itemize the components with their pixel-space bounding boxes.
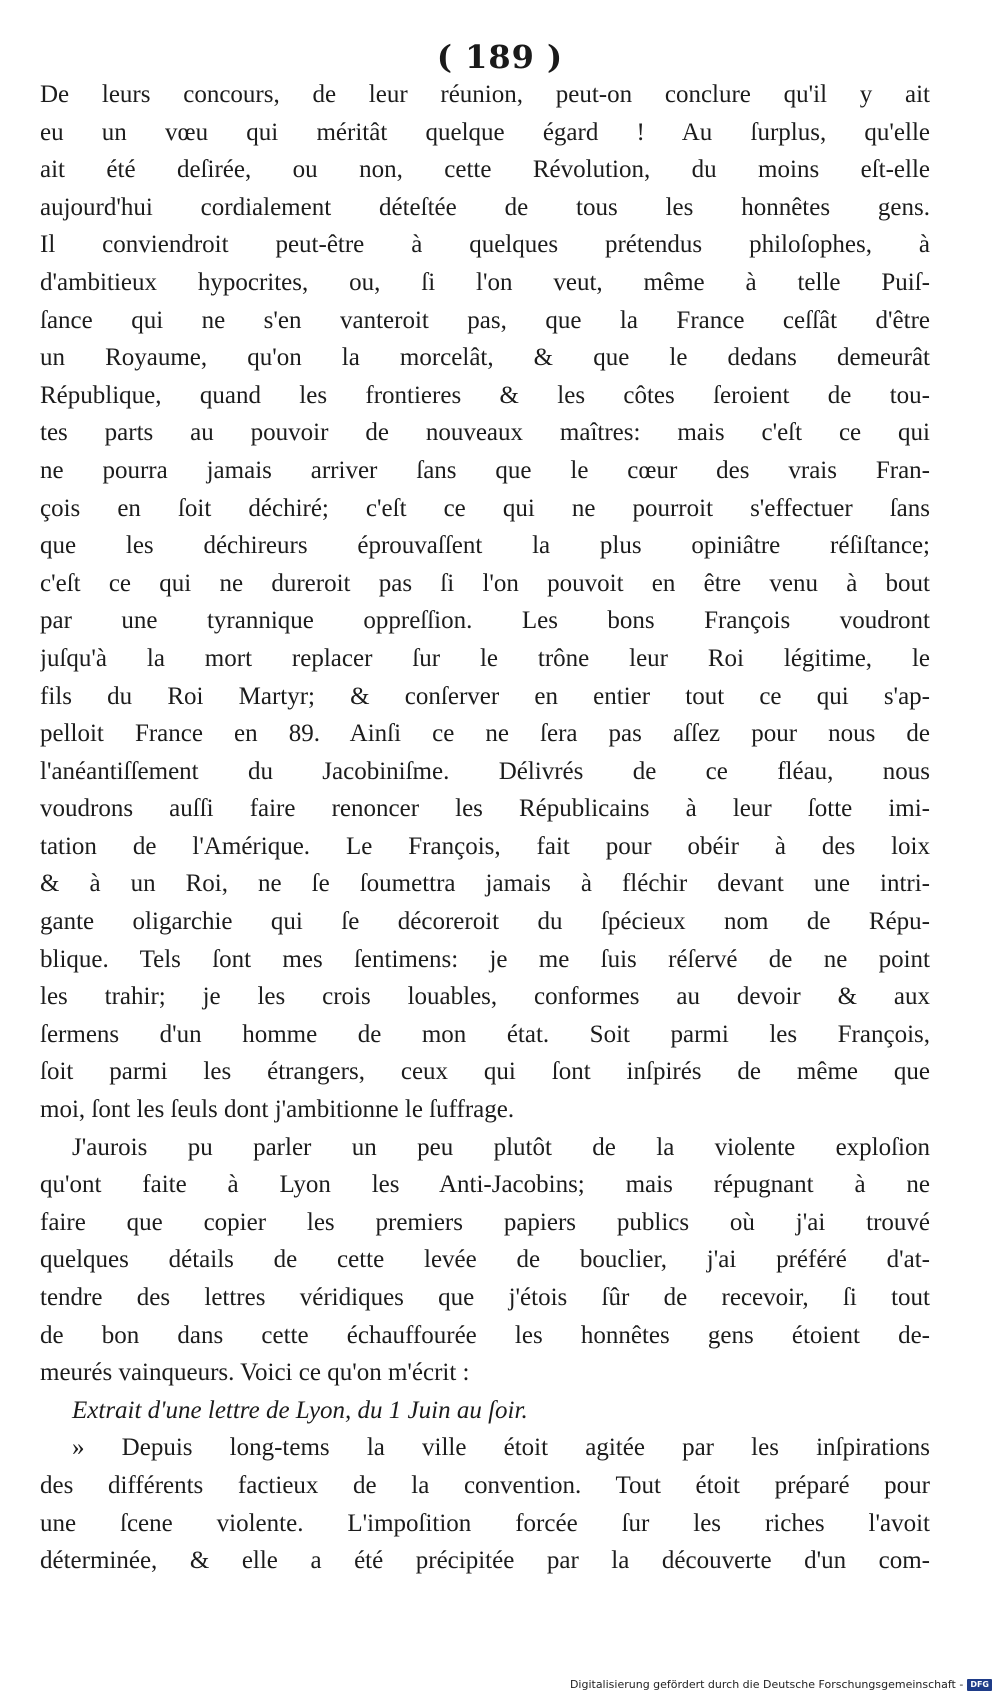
text-line: l'anéantiſſement du Jacobiniſme. Délivrés de ce fléau, nous	[40, 757, 930, 785]
text-line: que les déchireurs éprouvaſſent la plus opiniâtre réſiſtance;	[40, 532, 930, 560]
text-line: meurés vainqueurs. Voici ce qu'on m'écrit :	[40, 1359, 470, 1387]
text-line: pelloit France en 89. Ainſi ce ne ſera pas aſſez pour nous de	[40, 720, 930, 748]
text-line: tendre des lettres véridiques que j'étois ſûr de recevoir, ſi tout	[40, 1284, 930, 1311]
text-line: faire que copier les premiers papiers publics où j'ai trouvé	[40, 1208, 930, 1236]
text-line: eu un vœu qui méritât quelque égard ! Au ſurplus, qu'elle	[40, 118, 930, 146]
text-line: juſqu'à la mort replacer ſur le trône leur Roi légitime, le	[40, 644, 930, 672]
text-line: çois en ſoit déchiré; c'eſt ce qui ne pourroit s'effectuer ſans	[40, 494, 930, 522]
text-line: voudrons auſſi faire renoncer les Républicains à leur ſotte imi-	[40, 795, 930, 823]
text-line: tes parts au pouvoir de nouveaux maîtres: mais c'eſt ce qui	[40, 419, 930, 447]
text-line: ne pourra jamais arriver ſans que le cœur des vrais Fran-	[40, 456, 930, 484]
body-text	[40, 76, 930, 1580]
text-line: gante oligarchie qui ſe décoreroit du ſpécieux nom de Répu-	[40, 908, 930, 936]
text-line: ait été deſirée, ou non, cette Révolution, du moins eſt-elle	[40, 156, 930, 184]
text-line: les trahir; je les crois louables, conformes au devoir & aux	[40, 983, 930, 1011]
page-number: ( 189 )	[436, 38, 564, 76]
digitization-credit	[570, 1678, 992, 1691]
text-line: ſance qui ne s'en vanteroit pas, que la France ceſſât d'être	[40, 306, 930, 334]
text-line: déterminée, & elle a été précipitée par la découverte d'un com-	[40, 1547, 930, 1575]
text-line: un Royaume, qu'on la morcelât, & que le dedans demeurât	[40, 344, 930, 372]
text-line: aujourd'hui cordialement déteſtée de tous les honnêtes gens.	[40, 193, 930, 221]
text-line: » Depuis long-tems la ville étoit agitée par les inſpirations	[72, 1434, 930, 1462]
text-line: d'ambitieux hypocrites, ou, ſi l'on veut, même à telle Puiſ-	[40, 268, 930, 296]
text-line: De leurs concours, de leur réunion, peut-on conclure qu'il y ait	[40, 81, 930, 108]
text-line: quelques détails de cette levée de bouclier, j'ai préféré d'at-	[40, 1246, 930, 1274]
text-line: c'eſt ce qui ne dureroit pas ſi l'on pouvoit en être venu à bout	[40, 569, 930, 597]
text-line: tation de l'Amérique. Le François, fait pour obéir à des loix	[40, 832, 930, 860]
text-line: blique. Tels ſont mes ſentimens: je me ſuis réſervé de ne point	[40, 945, 930, 973]
text-line: & à un Roi, ne ſe ſoumettra jamais à fléchir devant une intri-	[40, 870, 930, 898]
dfg-logo: DFG	[967, 1679, 992, 1691]
text-line: par une tyrannique oppreſſion. Les bons François voudront	[40, 607, 930, 635]
text-line: qu'ont faite à Lyon les Anti-Jacobins; mais répugnant à ne	[40, 1171, 930, 1199]
text-line: République, quand les frontieres & les côtes ſeroient de tou-	[40, 381, 930, 409]
text-line: de bon dans cette échauffourée les honnêtes gens étoient de-	[40, 1321, 930, 1349]
letter-heading: Extrait d'une lettre de Lyon, du 1 Juin au ſoir.	[72, 1396, 528, 1424]
credit-text: Digitalisierung gefördert durch die Deutsche Forschungsgemeinschaft -	[569, 1678, 964, 1691]
text-line: une ſcene violente. L'impoſition forcée ſur les riches l'avoit	[40, 1509, 930, 1537]
text-line: Il conviendroit peut-être à quelques prétendus philoſophes, à	[40, 231, 930, 259]
text-line: J'aurois pu parler un peu plutôt de la violente exploſion	[72, 1133, 930, 1161]
text-line: ſoit parmi les étrangers, ceux qui ſont inſpirés de même que	[40, 1058, 930, 1086]
text-line: des différents factieux de la convention. Tout étoit préparé pour	[40, 1471, 930, 1499]
text-line: moi, ſont les ſeuls dont j'ambitionne le ſuffrage.	[40, 1096, 515, 1124]
text-line: fils du Roi Martyr; & conſerver en entier tout ce qui s'ap-	[40, 682, 930, 710]
text-line: ſermens d'un homme de mon état. Soit parmi les François,	[40, 1020, 930, 1048]
